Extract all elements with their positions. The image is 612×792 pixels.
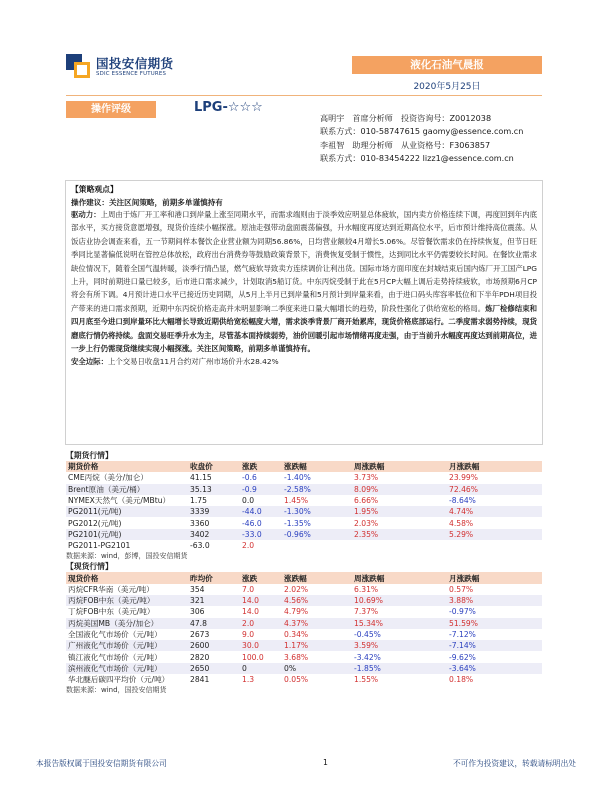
spot-table [66,572,542,685]
strategy-title: 【策略观点】 [71,185,118,194]
table-cell: 15.34% [352,618,447,629]
table-cell [352,540,447,551]
column-header: 涨跌幅 [282,461,352,472]
table-cell: 2841 [190,675,210,685]
futures-table [66,461,542,551]
drivers-paragraph [71,208,537,355]
logo-company-name: 国投安信期货 [96,56,174,71]
table-cell: 2.35% [352,529,447,540]
safety-label: 安全边际： [71,357,108,367]
table-cell: CME丙烷（美分/加仑） [68,473,148,483]
table-cell: 2673 [190,630,210,639]
table-cell: 丙烷CFR华南（美元/吨） [68,584,154,594]
table-cell [447,540,542,551]
table-cell: 2650 [188,663,240,674]
table-cell: 5.29% [447,529,542,540]
table-cell: 354 [190,584,205,594]
table-cell: 2820 [190,652,210,662]
table-cell: NYMEX天然气（美元/MBtu） [68,496,171,506]
table-cell: 7.0 [242,584,255,594]
table-cell: 72.46% [447,484,542,495]
table-cell: 3.88% [447,595,542,606]
drivers-conclusion: 炼厂检修结束和四月底至今进口到岸量环比大幅增长导致近期供给宽松幅度大增，需求淡季背景厂商开始累库，现货价格底部运行。二季度需求弱势持续，现货磨底行情仍将持续。盘面交易旺季升水为主，尽管基本面持续弱势，油价回暖引起市场情绪再度走强，由于当前升水幅度再度达到前期高位，进一步上行仍需现货继续实现小幅探涨。关注区间策略，前期多单谨慎持有。 [71,303,537,354]
table-cell: 2.0 [240,618,282,629]
table-cell: 1.55% [354,675,379,685]
table-cell: -9.62% [449,652,476,662]
table-cell: 4.74% [447,506,542,517]
table-row [66,651,542,662]
column-header: 月涨跌幅 [447,461,542,472]
table-cell: 7.37% [354,607,379,617]
table-cell: 丁烷FOB中东（美元/吨） [68,607,155,617]
advice-text: 关注区间策略，前期多单谨慎持有 [108,198,223,207]
table-row [66,606,542,617]
table-cell: 丙烷美国MB（美分/加仑） [66,618,188,629]
column-header: 涨跌 [240,461,282,472]
table-cell: 14.0 [242,607,259,617]
analyst-contact: 联系方式：010-58747615 gaomy@essence.com.cn [320,126,524,137]
disclaimer-notice: 不可作为投资建议，转载请标明出处 [452,759,576,768]
futures-source: 数据来源：wind，彭博，国投安信期货 [66,552,188,561]
table-cell: 10.69% [352,595,447,606]
analyst-line: 李祖智 助理分析师 从业资格号：F3063857 [320,139,491,150]
rating-value: LPG-☆☆☆ [194,100,263,115]
report-date: 2020年5月25日 [413,82,481,92]
table-cell: -8.64% [449,496,476,506]
table-cell: 3402 [188,529,240,540]
table-cell: 1.95% [352,506,447,517]
logo-company-name-en: SDIC ESSENCE FUTURES [96,71,167,77]
table-cell: 1.45% [284,496,309,506]
table-cell: -63.0 [190,541,210,551]
table-cell: 全国液化气市场价（元/吨） [68,630,162,639]
strategy-section [65,180,543,445]
column-header: 现货价格 [66,572,188,583]
table-cell: 2.0 [242,541,255,551]
page-number: 1 [323,758,328,767]
table-cell: 0.05% [284,675,309,685]
table-cell: 2600 [188,640,240,651]
table-cell: 滨州液化气市场价（元/吨） [66,663,188,674]
table-cell: 35.13 [188,484,240,495]
table-cell: 0.0 [242,496,255,506]
table-cell: -0.97% [449,607,476,617]
column-header: 收盘价 [188,461,240,472]
table-cell: -0.96% [282,529,352,540]
rating-label: 操作评级 [66,101,156,118]
spot-source: 数据来源：wind，国投安信期货 [66,686,167,695]
table-cell: PG2011-PG2101 [68,541,131,551]
table-cell: 广州液化气市场价（元/吨） [66,640,188,651]
table-cell: 4.56% [282,595,352,606]
column-header: 涨跌 [240,572,282,583]
market-tables [66,451,542,696]
table-cell: PG2012(元/吨) [68,518,122,528]
spot-title: 【现货行情】 [66,562,113,572]
table-row [66,506,542,517]
table-row [66,484,542,495]
drivers-label: 驱动力： [71,210,101,219]
table-cell: 2.03% [354,518,379,528]
table-cell: -1.85% [352,663,447,674]
table-header-row [66,461,542,472]
table-header-row [66,572,542,583]
table-cell: -1.30% [282,506,352,517]
table-cell: 6.66% [354,496,379,506]
table-row [66,618,542,629]
table-cell: Brent原油（美元/桶） [66,484,188,495]
table-cell: -33.0 [240,529,282,540]
logo-mark-icon [66,54,90,78]
table-cell: 47.8 [188,618,240,629]
operation-advice [71,197,537,208]
table-cell: 3.59% [352,640,447,651]
futures-title: 【期货行情】 [66,451,113,460]
table-cell: 0 [240,663,282,674]
column-header: 期货价格 [66,461,188,472]
table-row [66,640,542,651]
header-divider [66,95,542,96]
table-row [66,540,542,551]
table-cell: 3.73% [354,473,379,483]
table-cell: 306 [190,607,205,617]
table-row [66,529,542,540]
table-cell: 321 [188,595,240,606]
table-cell: 3.68% [284,652,309,662]
table-cell: -0.45% [354,630,381,639]
table-cell: -0.6 [242,473,257,483]
table-cell: 华北醚后碳四平均价（元/吨） [68,675,170,685]
table-cell: 1.75 [190,496,207,506]
table-cell: 0.18% [449,675,474,685]
table-cell: -0.9 [240,484,282,495]
copyright-notice: 本报告版权属于国投安信期货有限公司 [36,759,167,768]
table-cell: 1.3 [242,675,255,685]
table-cell: -44.0 [240,506,282,517]
table-cell: -1.40% [284,473,311,483]
analyst-contact: 联系方式：010-83454222 lizz1@essence.com.cn [320,152,514,163]
table-cell: 0% [282,663,352,674]
analyst-line: 高明宇 首席分析师 投资咨询号：Z0012038 [320,113,492,123]
table-cell: PG2101(元/吨) [66,529,188,540]
table-cell: 51.59% [447,618,542,629]
table-cell: 0.34% [284,630,309,639]
table-cell: -46.0 [242,518,262,528]
advice-label: 操作建议： [71,198,109,207]
table-cell: 1.17% [282,640,352,651]
table-cell: 23.99% [449,473,478,483]
column-header: 涨跌幅 [282,572,352,583]
table-cell: -2.58% [282,484,352,495]
company-logo [66,50,226,84]
table-cell: -3.42% [354,652,381,662]
column-header: 周涨跌幅 [352,461,447,472]
table-cell: 9.0 [242,630,255,639]
table-cell: 丙烷FOB中东（美元/吨） [66,595,188,606]
table-row [66,495,542,506]
table-cell: 14.0 [240,595,282,606]
table-row [66,472,542,483]
table-cell [282,540,352,551]
table-cell: 3360 [190,518,210,528]
analyst-info [320,112,550,165]
table-cell: 2.02% [284,584,309,594]
table-cell: -7.14% [447,640,542,651]
safety-margin [71,355,537,368]
table-cell: -1.35% [284,518,311,528]
table-row [66,584,542,595]
table-row [66,595,542,606]
table-cell: PG2011(元/吨) [66,506,188,517]
column-header: 月涨跌幅 [447,572,542,583]
table-cell: 8.09% [352,484,447,495]
table-row [66,629,542,640]
table-cell: 0.57% [449,584,474,594]
drivers-text: 上周由于炼厂开工率和港口到岸量上涨至同期水平，而需求端则由于淡季效应明显总体疲软，国内卖方价格连续下调，再度回到年内底部水平，买方接货意愿增强，现货价连续小幅探涨。原油走强带动盘面震荡偏强，升水幅度再度达到近期高位水平，后市预计维持高位震荡。从饭店业协会调查来看，五一节期间样本餐饮企业营业额为同期56.86%，日均营业额较4月增长5.06%。尽管餐饮需求仍在持续恢复，但节日旺季同比显著偏低说明在管控总体放松，政府出台消费券等鼓励政策背景下，消费恢复受制于惯性，达到同比水平仍需要较长时间。在餐饮业需求缺位情况下，随着全国气温转暖，淡季行情凸显，燃气疲软导致卖方连续调价让利出货。国际市场方面印度在封城结束后国内炼厂开工国产LPG上升，同时前期进口量已较多，后市进口需求减少，计划取消5船订货。中东丙烷受制于此在5月CP大幅上调后走势持续疲软，市场预期6月CP将会有所下调。4月预计进口水平已接近历史同期，从5月上半月已到岸量和5月预计到岸量来看，由于进口码头库容率低位和下半年PDH项目投产带来的进口需求预期，近期中东丙烷价格走高并未明显影响二季度来进口量大幅增长的趋势，阶段性强化了供给宽松的格局。 [71,210,537,313]
table-cell: -7.12% [449,630,476,639]
column-header: 昨均价 [188,572,240,583]
table-cell: -3.64% [447,663,542,674]
column-header: 周涨跌幅 [352,572,447,583]
safety-text: 上个交易日收盘11月合约对广州市场价升水28.42% [107,357,279,367]
futures-table-body [66,472,542,551]
report-title: 液化石油气晨报 [352,56,542,74]
table-cell: 3339 [188,506,240,517]
table-cell: 4.58% [449,518,474,528]
spot-table-body [66,584,542,686]
table-cell: 100.0 [242,652,264,662]
table-row [66,517,542,528]
table-cell: 6.31% [354,584,379,594]
table-row [66,663,542,674]
table-cell: 30.0 [240,640,282,651]
table-cell: 41.15 [190,473,212,483]
table-cell: 4.37% [282,618,352,629]
table-row [66,674,542,685]
table-cell: 4.79% [284,607,309,617]
table-cell: 镇江液化气市场价（元/吨） [68,652,162,662]
